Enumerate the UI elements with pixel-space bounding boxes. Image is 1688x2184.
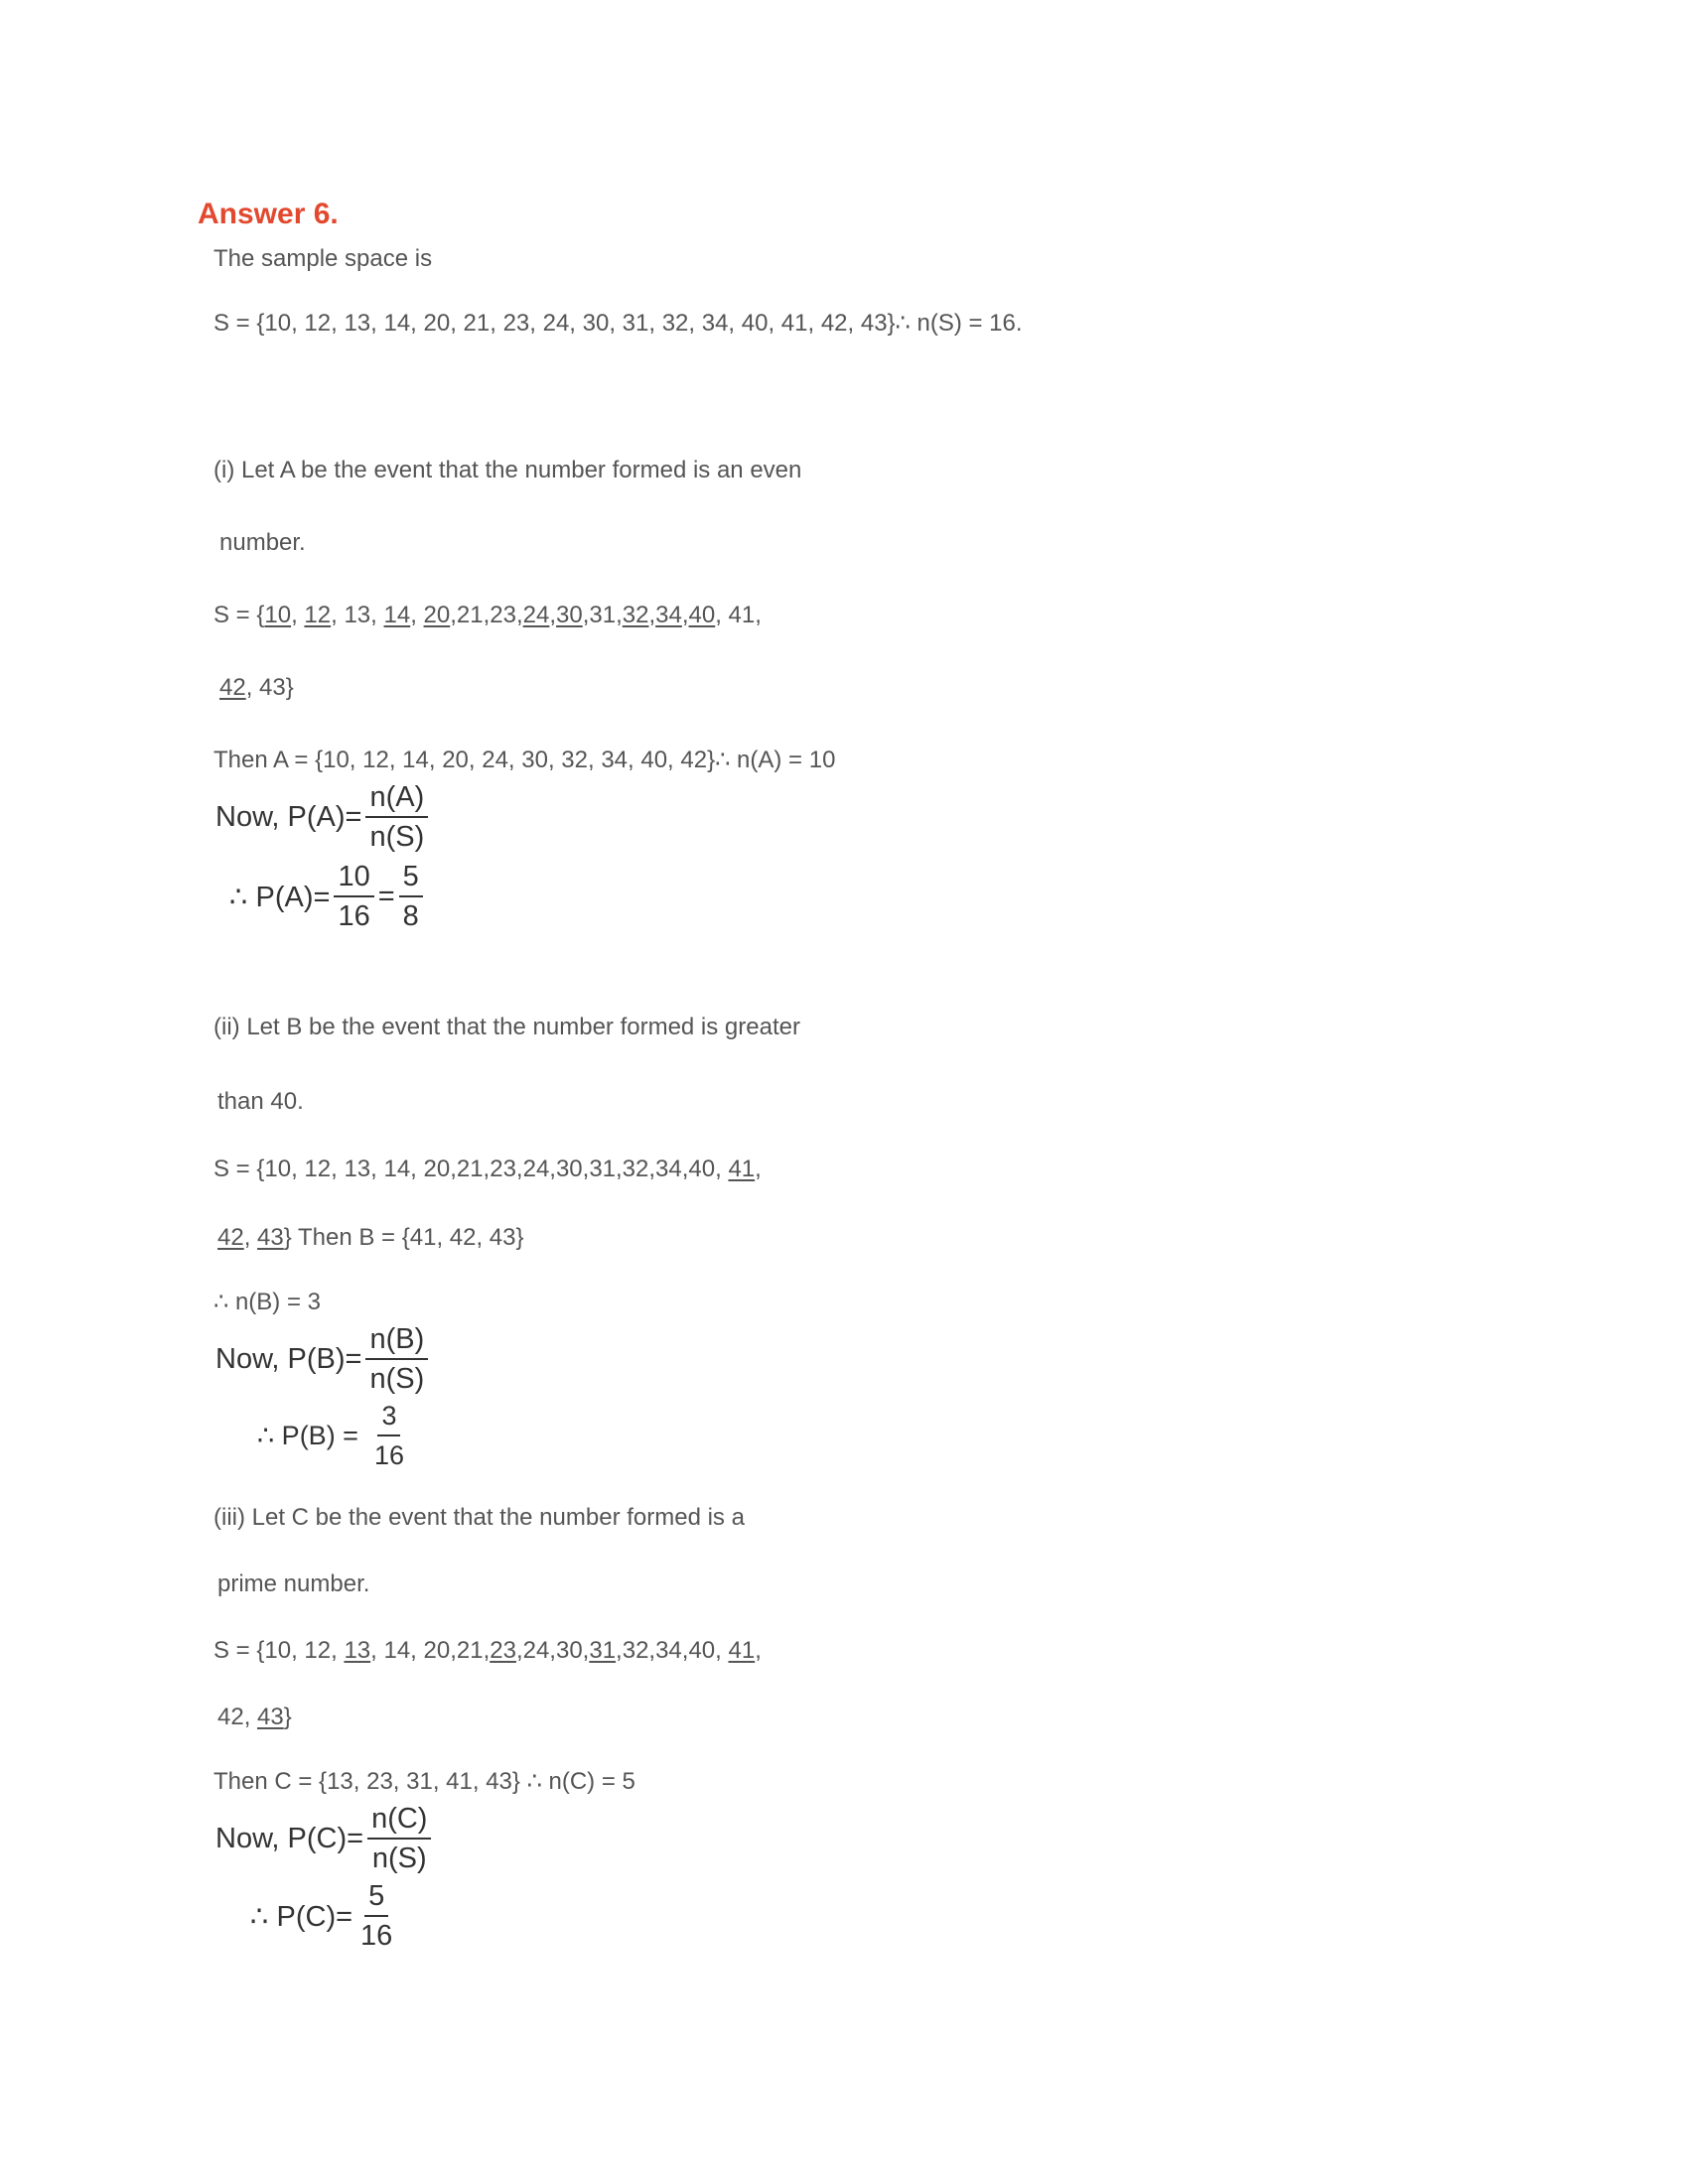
underlined-number: 30 xyxy=(556,602,583,628)
underlined-number: 32 xyxy=(622,602,649,628)
underlined-number: 34 xyxy=(655,602,682,628)
part3-set-line1 xyxy=(213,1636,762,1666)
part2-statement-line2: than 40. xyxy=(217,1088,304,1115)
fraction-numerator: 10 xyxy=(334,860,373,897)
fraction-denominator: n(S) xyxy=(369,1363,425,1395)
text-segment: ,24,30, xyxy=(515,1637,590,1664)
fraction xyxy=(365,780,428,854)
text-segment: , xyxy=(681,602,689,628)
text-segment: ,32,34,40, xyxy=(616,1637,729,1664)
part2-count: ∴ n(B) = 3 xyxy=(213,1289,321,1315)
underlined-number: 43 xyxy=(257,1224,284,1251)
sample-space-line: S = {10, 12, 13, 14, 20, 21, 23, 24, 30, 31, 32, 34, 40, 41, 42, 43}∴ n(S) = 16. xyxy=(213,310,1023,337)
text-segment: } xyxy=(283,1704,292,1730)
intro-text: The sample space is xyxy=(213,245,433,272)
part1-probability-result xyxy=(229,860,427,933)
fraction-denominator: 16 xyxy=(360,1920,393,1952)
underlined-number: 10 xyxy=(264,602,292,628)
part2-set-line2 xyxy=(217,1223,524,1253)
equals-sign: = xyxy=(377,880,395,912)
result-prefix: ∴ P(A)= xyxy=(229,881,331,913)
underlined-number: 41 xyxy=(728,1637,756,1664)
fraction xyxy=(365,1322,428,1396)
text-segment: , xyxy=(549,602,557,628)
fraction-numerator: 5 xyxy=(399,860,423,897)
underlined-number: 31 xyxy=(589,1637,617,1664)
text-segment: S = { xyxy=(213,602,265,628)
fraction-numerator: 5 xyxy=(364,1879,388,1917)
text-segment: , xyxy=(755,1156,762,1182)
part3-set-line2 xyxy=(217,1703,292,1732)
fraction xyxy=(399,860,423,933)
text-segment: , 41, xyxy=(715,602,762,628)
part2-probability-result xyxy=(257,1399,412,1472)
part2-probability-formula xyxy=(215,1322,432,1396)
underlined-number: 23 xyxy=(490,1637,516,1664)
text-segment: , 43} xyxy=(245,674,294,701)
underlined-number: 24 xyxy=(522,602,550,628)
text-segment: 42, xyxy=(217,1704,258,1730)
text-segment: ,21,23, xyxy=(450,602,523,628)
part2-set-line1 xyxy=(213,1155,762,1184)
part1-set-line2 xyxy=(219,673,294,703)
underlined-number: 20 xyxy=(423,602,451,628)
part3-probability-formula xyxy=(215,1802,435,1875)
text-segment: S = {10, 12, xyxy=(213,1637,345,1664)
text-segment: } Then B = {41, 42, 43} xyxy=(283,1224,524,1251)
fraction xyxy=(370,1399,408,1472)
underlined-number: 41 xyxy=(728,1156,756,1182)
underlined-number: 40 xyxy=(688,602,716,628)
part3-probability-result xyxy=(250,1879,400,1953)
part1-statement-line2: number. xyxy=(219,529,306,556)
underlined-number: 42 xyxy=(217,1224,244,1251)
fraction-numerator: n(A) xyxy=(365,780,428,818)
text-segment: , xyxy=(410,602,424,628)
text-segment: , 13, xyxy=(331,602,384,628)
fraction-numerator: n(C) xyxy=(367,1802,431,1840)
underlined-number: 12 xyxy=(304,602,332,628)
text-segment: , xyxy=(648,602,656,628)
fraction-denominator: 16 xyxy=(373,1440,404,1470)
text-segment: , xyxy=(755,1637,762,1664)
part1-probability-formula xyxy=(215,780,432,854)
fraction xyxy=(367,1802,431,1875)
formula-prefix: Now, P(C)= xyxy=(215,1822,364,1854)
part1-statement-line1: (i) Let A be the event that the number formed is an even xyxy=(213,457,802,483)
fraction xyxy=(334,860,373,933)
fraction-denominator: n(S) xyxy=(369,821,425,853)
result-prefix: ∴ P(C)= xyxy=(250,1900,353,1933)
fraction-denominator: n(S) xyxy=(371,1843,427,1874)
part1-set-line1 xyxy=(213,601,762,630)
fraction xyxy=(356,1879,396,1953)
formula-prefix: Now, P(A)= xyxy=(215,800,362,833)
text-segment: ,31, xyxy=(582,602,623,628)
text-segment: , xyxy=(243,1224,258,1251)
fraction-numerator: 3 xyxy=(377,1399,400,1436)
text-segment: S = {10, 12, 13, 14, 20,21,23,24,30,31,32,34,40, xyxy=(213,1156,729,1182)
formula-prefix: Now, P(B)= xyxy=(215,1342,362,1375)
part2-statement-line1: (ii) Let B be the event that the number formed is greater xyxy=(213,1014,800,1040)
underlined-number: 43 xyxy=(257,1704,284,1730)
part3-event-set: Then C = {13, 23, 31, 41, 43} ∴ n(C) = 5 xyxy=(213,1768,635,1795)
underlined-number: 42 xyxy=(219,674,246,701)
text-segment: , xyxy=(291,602,305,628)
part1-event-set: Then A = {10, 12, 14, 20, 24, 30, 32, 34, 40, 42}∴ n(A) = 10 xyxy=(213,747,836,773)
result-prefix: ∴ P(B) = xyxy=(257,1420,358,1450)
fraction-denominator: 16 xyxy=(338,900,370,932)
text-segment: , 14, 20,21, xyxy=(370,1637,491,1664)
fraction-numerator: n(B) xyxy=(365,1322,428,1360)
part3-statement-line2: prime number. xyxy=(217,1570,370,1597)
fraction-denominator: 8 xyxy=(402,900,419,932)
underlined-number: 13 xyxy=(344,1637,371,1664)
underlined-number: 14 xyxy=(383,602,411,628)
part3-statement-line1: (iii) Let C be the event that the number formed is a xyxy=(213,1504,745,1531)
answer-heading: Answer 6. xyxy=(198,198,339,230)
